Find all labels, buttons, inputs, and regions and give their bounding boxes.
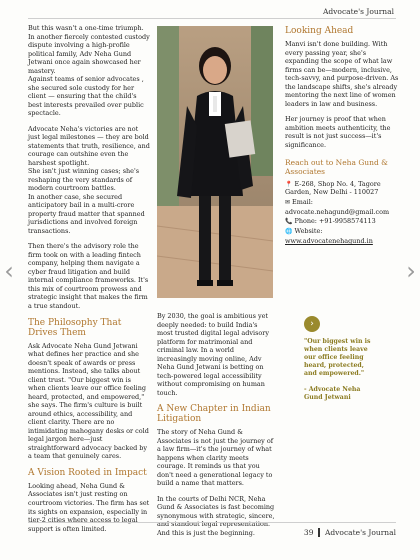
website-label-line [285, 227, 399, 236]
website-link[interactable]: www.advocatenehagund.in [285, 237, 373, 246]
phone-icon: 📞 [285, 218, 293, 226]
address-line [285, 180, 399, 197]
paragraph: In the courts of Delhi NCR, Neha Gund & Associates is fast becoming synonymous with strategic, sincere, and standout legal representation. And this is just the beginning. [157, 494, 275, 537]
text: In another case, she secured anticipatory bail in a multi-crore property fraud matter that spanned jurisdictions and involved foreign transactions. [28, 192, 145, 235]
pull-quote: "Our biggest win is when clients leave our office feeling heard, protected, and empowered." [304, 338, 371, 378]
footer [304, 528, 396, 537]
page-number: 39 [303, 528, 314, 537]
paragraph: The story of Neha Gund & Associates is not just the journey of a law firm—it's the journey of what happens when clarity meets courage. It reminds us that you don't need a generational legacy to build a name that matters. [157, 428, 274, 488]
footer-divider [318, 528, 320, 537]
previous-page-chevron-icon[interactable]: ‹ [4, 257, 14, 285]
website-label: Website: [294, 227, 323, 236]
text: Against teams of senior advocates , she secured sole custody for her client — ensuring that the child's best interests prevailed over public spectacle. [28, 75, 144, 118]
address-text: E-268, Shop No. 4, Tagore Garden, New Delhi - 110027 [285, 179, 381, 197]
email-label-line [285, 198, 399, 207]
phone-line [285, 217, 399, 226]
column-left [28, 24, 150, 540]
next-page-chevron-icon[interactable]: › [406, 257, 416, 285]
email-icon: ✉ [285, 198, 291, 206]
section-heading-vision: A Vision Rooted in Impact [28, 467, 147, 478]
text: Advocate Neha's victories are not just legal milestones — they are bold statements that truth, resilience, and courage can outshine even the harshest spotlight. [28, 124, 150, 167]
paragraph: Then there's the advisory role the firm took on with a leading fintech company, helping them navigate a cyber fraud litigation and build internal compliance frameworks. It's this mix of courtroom prowess and strategic insight that makes the firm a true standout. [28, 242, 149, 310]
footer-rule [28, 522, 396, 523]
quote-arrow-icon: › [304, 316, 320, 332]
paragraph: Her journey is proof that when ambition meets authenticity, the result is not just success—it's significance. [285, 115, 391, 149]
portrait-photo [157, 26, 273, 298]
globe-icon: 🌐 [285, 228, 293, 236]
section-heading-looking-ahead: Looking Ahead [285, 26, 354, 36]
footer-title: Advocate's Journal [324, 528, 396, 537]
text: But this wasn't a one-time triumph. In another fiercely contested custody dispute involving a high-profile political family, Adv Neha Gund Jetwani once again showcased her mastery. [28, 24, 150, 75]
contact-heading: Reach out to Neha Gund & Associates [285, 158, 388, 176]
paragraph: Manvi isn't done building. With every passing year, she's expanding the scope of what law firms can be—modern, inclusive, tech-savvy, and purpose-driven. As the landscape shifts, she's already mentoring the next line of women leaders in law and business. [285, 40, 399, 108]
paragraph: Ask Advocate Neha Gund Jetwani what defines her practice and she doesn't speak of awards or press mentions. Instead, she talks about client trust. "Our biggest win is when clients leave our office feeling heard, protected, and empowered," she says. The firm's culture is built around ethics, accessibility, and client clarity. There are no intimidating mahogany desks or cold legal jargon here—just straightforward advocacy backed by a team that genuinely cares. [28, 341, 149, 461]
column-middle [157, 312, 275, 545]
header-title: Advocate's Journal [322, 7, 394, 16]
paragraph [28, 24, 150, 118]
email-label: Email: [292, 197, 313, 206]
phone-text[interactable]: Phone: +91-9958574113 [294, 217, 376, 226]
contact-block [285, 159, 399, 245]
text: She isn't just winning cases; she's reshaping the very standards of modern courtroom battles. [28, 167, 140, 193]
section-heading-new-chapter: A New Chapter in Indian Litigation [157, 404, 271, 425]
portrait-illustration [157, 26, 273, 298]
section-heading-philosophy: The Philosophy That Drives Them [28, 317, 122, 338]
paragraph: Looking ahead, Neha Gund & Associates isn't just resting on courtroom victories. The firm has set its sights on expansion, especially in tier-2 cities where access to legal support is often limited. [28, 481, 150, 533]
header-rule [28, 18, 396, 19]
paragraph: By 2030, the goal is ambitious yet deeply needed: to build India's most trusted digital legal advisory platform for matrimonial and criminal law. In a world increasingly moving online, Adv Neha Gund Jetwani is betting on tech-powered legal accessibility without compromising on human touch. [157, 312, 269, 397]
location-pin-icon: 📍 [285, 180, 293, 188]
pull-quote-attribution: - Advocate Neha Gund Jetwani [304, 386, 361, 402]
email-address[interactable]: advocate.nehagund@gmail.com [285, 207, 390, 216]
paragraph [28, 125, 150, 236]
column-right [285, 24, 399, 247]
